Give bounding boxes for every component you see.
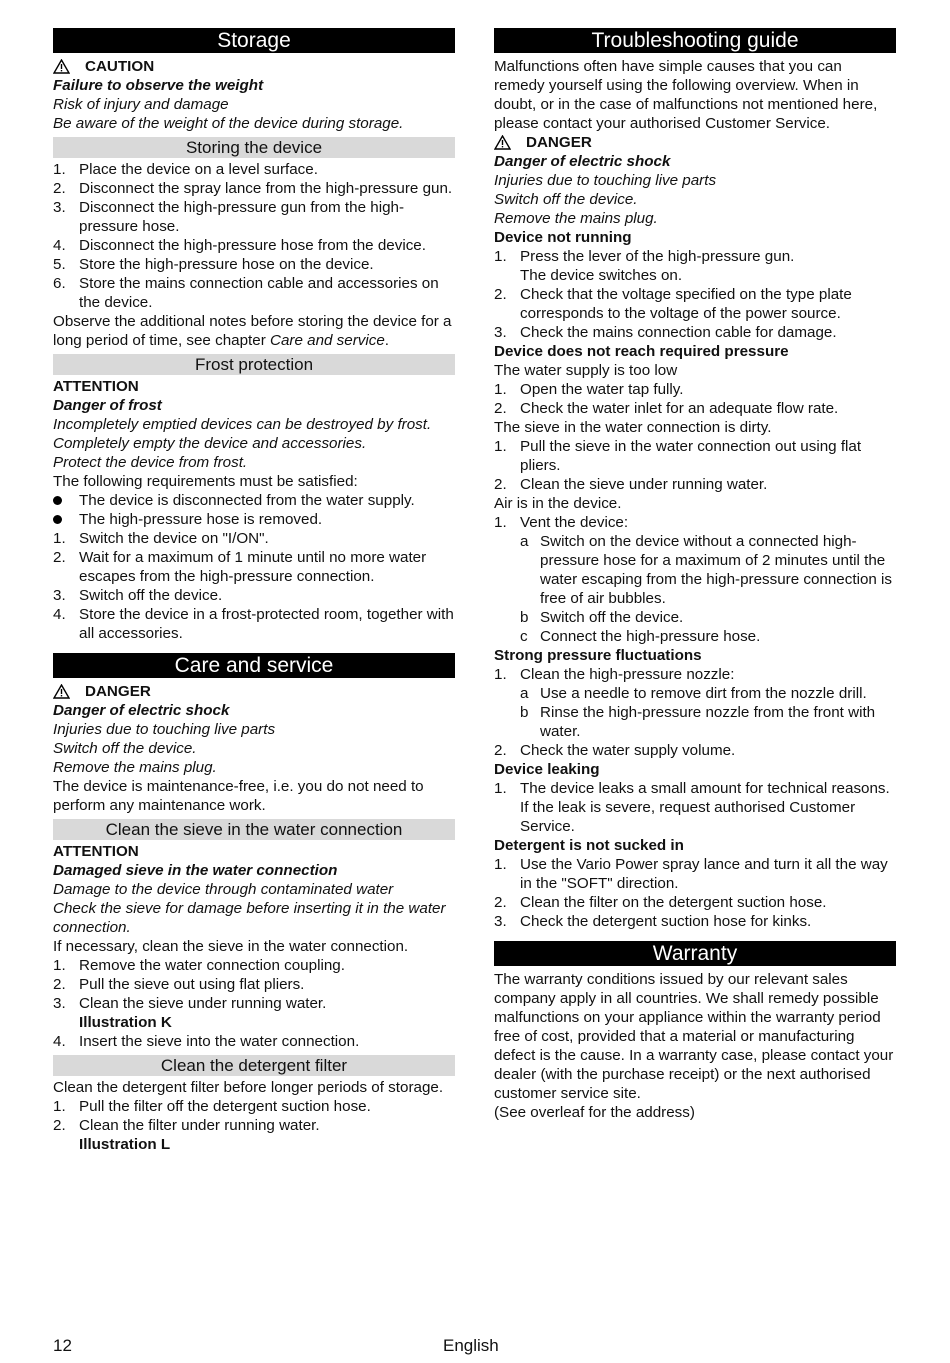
sub-item: b Switch off the device. — [520, 609, 684, 626]
sub-item: a Use a needle to remove dirt from the nozzle drill. — [520, 685, 867, 702]
troubleshooting-intro: Malfunctions often have simple causes that you can remedy yourself using the following overview. When in doubt, or in the case of malfunctions not mentioned here, please contact your authorised Customer Service. — [494, 58, 878, 132]
danger-header — [494, 133, 896, 152]
list-item: 1. Press the lever of the high-pressure gun. — [494, 248, 795, 265]
caution-title: Failure to observe the weight — [53, 77, 264, 94]
bullet-icon — [53, 515, 62, 524]
sub-item: c Connect the high-pressure hose. — [520, 628, 761, 645]
list-item: 1. Pull the filter off the detergent suction hose. — [53, 1098, 371, 1115]
cause-text: The water supply is too low — [494, 362, 678, 379]
danger-line: Switch off the device. — [53, 740, 197, 757]
fault-heading: Detergent is not sucked in — [494, 837, 684, 854]
attention-title: Danger of frost — [53, 397, 162, 414]
fault-heading: Device not running — [494, 229, 632, 246]
bullet-item: The high-pressure hose is removed. — [53, 510, 455, 529]
list-item: 6. Store the mains connection cable and accessories on the device. — [53, 275, 439, 311]
list-item: 4. Store the device in a frost-protected room, together with all accessories. — [53, 606, 454, 642]
list-item: 3. Switch off the device. — [53, 587, 223, 604]
danger-header — [53, 682, 455, 701]
list-item: 1. Use the Vario Power spray lance and turn it all the way in the "SOFT" direction. — [494, 856, 888, 892]
danger-line: Injuries due to touching live parts — [53, 721, 276, 738]
fault-heading: Device leaking — [494, 761, 600, 778]
list-item: 3. Clean the sieve under running water. — [53, 995, 327, 1012]
list-item: 1. Pull the sieve in the water connection out using flat pliers. — [494, 438, 862, 474]
cause-text: The sieve in the water connection is dirty. — [494, 419, 772, 436]
illustration-ref: Illustration L — [79, 1136, 171, 1153]
list-item: 2. Clean the filter under running water. — [53, 1117, 320, 1134]
care-heading: Care and service — [53, 653, 455, 678]
caution-header — [53, 57, 455, 76]
attention-label: ATTENTION — [53, 378, 139, 395]
list-item: 2. Check the water inlet for an adequate flow rate. — [494, 400, 839, 417]
sub-item: b Rinse the high-pressure nozzle from the front with water. — [520, 704, 876, 740]
result-text: The device switches on. — [520, 267, 683, 284]
list-item: 3. Check the detergent suction hose for kinks. — [494, 913, 812, 930]
sieve-intro: If necessary, clean the sieve in the water connection. — [53, 938, 409, 955]
warranty-note: (See overleaf for the address) — [494, 1104, 695, 1121]
list-item: 4. Disconnect the high-pressure hose from the device. — [53, 237, 426, 254]
attention-line: Damage to the device through contaminated water — [53, 881, 394, 898]
list-item: 1. Place the device on a level surface. — [53, 161, 318, 178]
attention-label: ATTENTION — [53, 843, 139, 860]
attention-title: Damaged sieve in the water connection — [53, 862, 338, 879]
list-item: 1. Remove the water connection coupling. — [53, 957, 345, 974]
list-item: 2. Disconnect the spray lance from the high-pressure gun. — [53, 180, 453, 197]
troubleshooting-heading: Troubleshooting guide — [494, 28, 896, 53]
danger-line: Injuries due to touching live parts — [494, 172, 717, 189]
danger-label: DANGER — [85, 683, 151, 700]
attention-line: Incompletely emptied devices can be destroyed by frost. — [53, 416, 432, 433]
list-item: 1. Switch the device on "I/ON". — [53, 530, 269, 547]
danger-line: Remove the mains plug. — [53, 759, 217, 776]
list-item: 3. Check the mains connection cable for damage. — [494, 324, 837, 341]
warranty-text: The warranty conditions issued by our relevant sales company apply in all countries. We shall remedy possible malfunctions on your appliance within the warranty period free of cost, provided that a material or manufacturing defect is the cause. In a warranty case, please contact your dealer (with the purchase receipt) or the next authorised customer service site. — [494, 971, 894, 1102]
attention-line: Check the sieve for damage before inserting it in the water connection. — [53, 900, 446, 936]
caution-label: CAUTION — [85, 58, 155, 75]
warning-triangle-icon — [53, 59, 70, 74]
list-item: 2. Check the water supply volume. — [494, 742, 736, 759]
storing-heading: Storing the device — [53, 137, 455, 158]
sub-item: a Switch on the device without a connected high-pressure hose for a maximum of 2 minutes until the water escaping from the high-pressure connection is free of air bubbles. — [520, 533, 893, 607]
list-item: 1. Clean the high-pressure nozzle: — [494, 666, 735, 683]
caution-line: Risk of injury and damage — [53, 96, 229, 113]
warranty-heading: Warranty — [494, 941, 896, 966]
list-item: 3. Disconnect the high-pressure gun from the high-pressure hose. — [53, 199, 405, 235]
bullet-item: The device is disconnected from the water supply. — [53, 491, 455, 510]
list-item: 2. Clean the sieve under running water. — [494, 476, 768, 493]
warning-triangle-icon — [494, 135, 511, 150]
care-text: The device is maintenance-free, i.e. you do not need to perform any maintenance work. — [53, 778, 424, 814]
list-item: 2. Pull the sieve out using flat pliers. — [53, 976, 305, 993]
page-language: English — [443, 1336, 499, 1355]
requirements-intro: The following requirements must be satisfied: — [53, 473, 358, 490]
page-number: 12 — [53, 1336, 72, 1355]
attention-line: Protect the device from frost. — [53, 454, 248, 471]
attention-line: Completely empty the device and accessories. — [53, 435, 367, 452]
list-item: 1. The device leaks a small amount for technical reasons. If the leak is severe, request authorised Customer Service. — [494, 780, 890, 835]
fault-heading: Device does not reach required pressure — [494, 343, 789, 360]
storage-heading: Storage — [53, 28, 455, 53]
list-item: 5. Store the high-pressure hose on the device. — [53, 256, 374, 273]
list-item: 2. Clean the filter on the detergent suction hose. — [494, 894, 827, 911]
danger-label: DANGER — [526, 134, 592, 151]
right-column — [494, 28, 896, 1122]
fault-heading: Strong pressure fluctuations — [494, 647, 702, 664]
storing-note: Observe the additional notes before storing the device for a long period of time, see chapter Care and service. — [53, 313, 452, 349]
list-item: 2. Check that the voltage specified on the type plate corresponds to the voltage of the power source. — [494, 286, 852, 322]
danger-title: Danger of electric shock — [53, 702, 230, 719]
list-item: 4. Insert the sieve into the water connection. — [53, 1033, 360, 1050]
caution-line: Be aware of the weight of the device during storage. — [53, 115, 404, 132]
illustration-ref: Illustration K — [79, 1014, 172, 1031]
sieve-heading: Clean the sieve in the water connection — [53, 819, 455, 840]
list-item: 1. Open the water tap fully. — [494, 381, 684, 398]
danger-line: Switch off the device. — [494, 191, 638, 208]
cause-text: Air is in the device. — [494, 495, 622, 512]
detergent-intro: Clean the detergent filter before longer periods of storage. — [53, 1079, 444, 1096]
danger-title: Danger of electric shock — [494, 153, 671, 170]
list-item: 1. Vent the device: — [494, 514, 629, 531]
warning-triangle-icon — [53, 684, 70, 699]
left-column — [53, 28, 455, 1154]
list-item: 2. Wait for a maximum of 1 minute until no more water escapes from the high-pressure connection. — [53, 549, 427, 585]
danger-line: Remove the mains plug. — [494, 210, 658, 227]
frost-heading: Frost protection — [53, 354, 455, 375]
detergent-heading: Clean the detergent filter — [53, 1055, 455, 1076]
bullet-icon — [53, 496, 62, 505]
